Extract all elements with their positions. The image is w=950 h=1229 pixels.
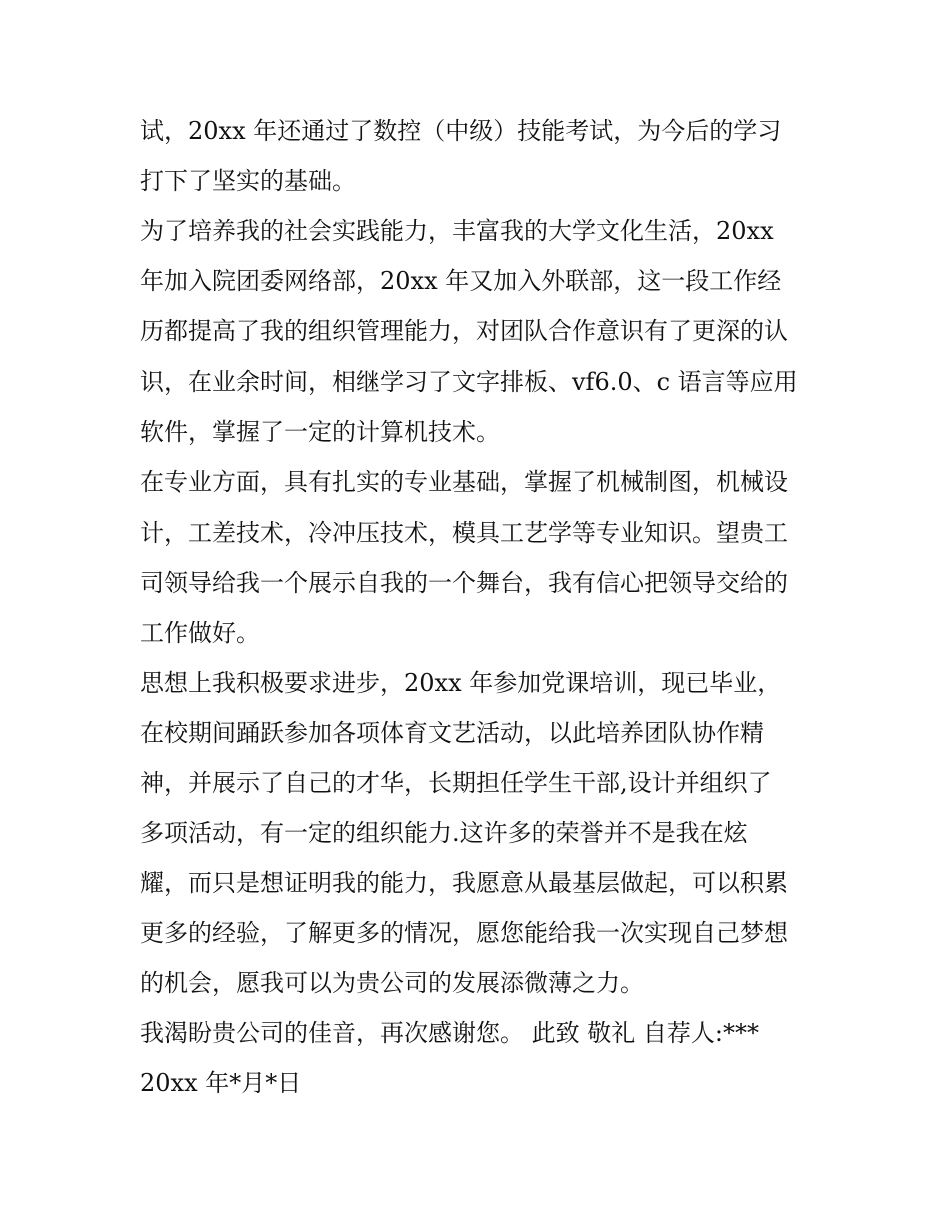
date-line: 20xx 年*月*日 — [140, 1069, 302, 1097]
text-line: 司领导给我一个展示自我的一个舞台，我有信心把领导交给的 — [140, 569, 788, 597]
text-line: 在校期间踊跃参加各项体育文艺活动，以此培养团队协作精 — [140, 719, 764, 747]
text-line: 的机会，愿我可以为贵公司的发展添微薄之力。 — [140, 969, 644, 997]
text-line: 识，在业余时间，相继学习了文字排板、vf6.0、c 语言等应用 — [140, 368, 798, 396]
text-line: 计，工差技术，冷冲压技术，模具工艺学等专业知识。望贵工 — [140, 519, 788, 547]
text-line: 打下了坚实的基础。 — [140, 167, 356, 195]
text-line: 多项活动，有一定的组织能力.这许多的荣誉并不是我在炫 — [140, 819, 748, 847]
text-line: 历都提高了我的组织管理能力，对团队合作意识有了更深的认 — [140, 317, 788, 345]
text-line: 年加入院团委网络部，20xx 年又加入外联部，这一段工作经 — [140, 267, 782, 295]
text-line: 神，并展示了自己的才华，长期担任学生干部,设计并组织了 — [140, 769, 772, 797]
text-line: 耀，而只是想证明我的能力，我愿意从最基层做起，可以积累 — [140, 869, 788, 897]
text-line: 工作做好。 — [140, 619, 260, 647]
text-line: 在专业方面，具有扎实的专业基础，掌握了机械制图，机械设 — [140, 468, 788, 496]
text-line: 为了培养我的社会实践能力，丰富我的大学文化生活，20xx — [140, 217, 774, 245]
closing-line: 我渴盼贵公司的佳音，再次感谢您。 此致 敬礼 自荐人:*** — [140, 1019, 759, 1047]
text-line: 思想上我积极要求进步，20xx 年参加党课培训，现已毕业， — [140, 669, 782, 697]
text-line: 软件，掌握了一定的计算机技术。 — [140, 418, 500, 446]
text-line: 更多的经验，了解更多的情况，愿您能给我一次实现自己梦想 — [140, 919, 788, 947]
text-line: 试，20xx 年还通过了数控（中级）技能考试，为今后的学习 — [140, 117, 782, 145]
